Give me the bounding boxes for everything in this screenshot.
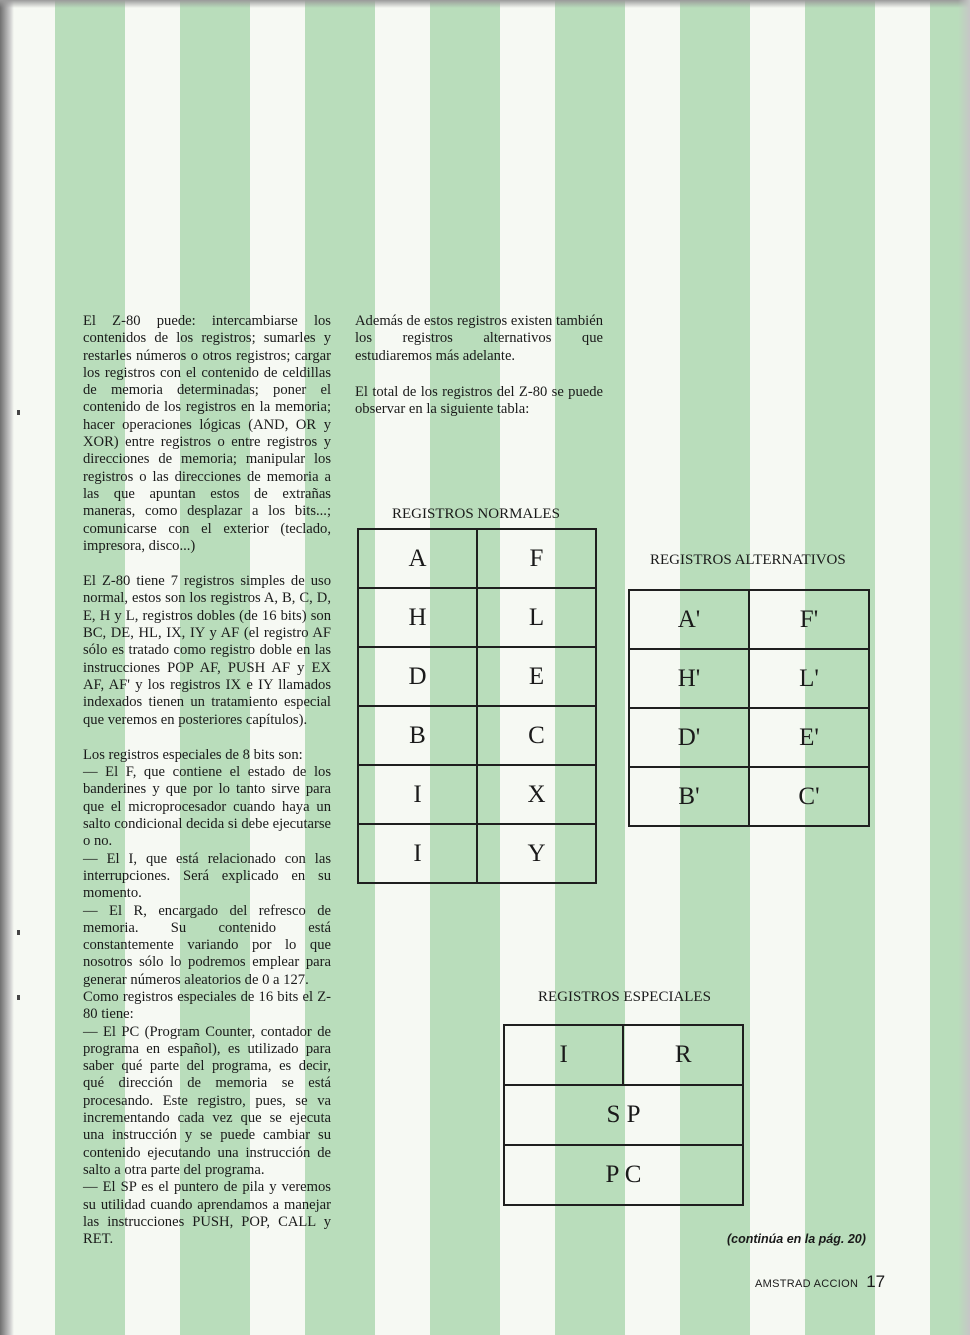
table-row <box>629 590 869 649</box>
table-row <box>504 1025 743 1085</box>
register-cell: D <box>358 647 477 706</box>
binding-mark <box>17 410 20 415</box>
table-row <box>358 706 596 765</box>
register-cell: L' <box>749 649 869 708</box>
register-cell: H' <box>629 649 749 708</box>
register-cell: I <box>358 824 477 883</box>
register-cell: I <box>358 765 477 824</box>
article-right-column <box>355 313 603 418</box>
register-cell: D' <box>629 708 749 767</box>
register-cell: X <box>477 765 596 824</box>
register-cell: C <box>477 706 596 765</box>
article-left-column <box>83 313 331 1248</box>
normal-registers-caption: REGISTROS NORMALES <box>392 506 560 522</box>
continuation-note: (continúa en la pág. 20) <box>727 1232 866 1246</box>
magazine-name: AMSTRAD ACCION <box>755 1278 859 1290</box>
table-row <box>358 765 596 824</box>
table-row <box>358 529 596 588</box>
register-cell: F' <box>749 590 869 649</box>
register-cell: E <box>477 647 596 706</box>
alternative-registers-caption: REGISTROS ALTERNATIVOS <box>650 552 846 568</box>
page-top-edge <box>0 0 970 8</box>
register-cell-sp: S P <box>504 1085 743 1145</box>
register-cell: B' <box>629 767 749 826</box>
special-registers-caption: REGISTROS ESPECIALES <box>538 989 711 1005</box>
paragraph: Como registros especiales de 16 bits el Z-80 tiene: <box>83 988 331 1023</box>
paragraph: El total de los registros del Z-80 se puede observar en la siguiente tabla: <box>355 383 603 418</box>
paragraph: El Z-80 puede: intercambiarse los contenidos de los registros; sumarles y restarles números o otros registros; cargar los registros con el contenido de celdillas de memoria determinadas; poner el contenido de los registros en la memoria; hacer operaciones lógicas (AND, OR y XOR) entre registros o entre registros y direcciones de memoria; manipular los registros o las direcciones de memoria a las que apuntan estos de extrañas maneras, como desplazar a los bits...; comunicarse con el exterior (teclado, impresora, disco...) <box>83 313 331 554</box>
table-row <box>358 647 596 706</box>
register-cell: E' <box>749 708 869 767</box>
page-number: 17 <box>866 1272 886 1291</box>
register-cell-pc: P C <box>504 1145 743 1205</box>
table-row <box>504 1085 743 1145</box>
binding-mark <box>17 930 20 935</box>
register-cell: L <box>477 588 596 647</box>
table-row <box>358 588 596 647</box>
page-spine-shadow <box>0 0 14 1335</box>
special-registers-table <box>503 1024 744 1206</box>
register-cell: C' <box>749 767 869 826</box>
paragraph: — El R, encargado del refresco de memoria. Su contenido está constantemente variando por lo que nosotros sólo lo podremos emplear para generar números aleatorios de 0 a 127. <box>83 902 331 988</box>
binding-mark <box>17 995 20 1000</box>
table-row <box>504 1145 743 1205</box>
paragraph: El Z-80 tiene 7 registros simples de uso normal, estos son los registros A, B, C, D, E, H y L, registros dobles (de 16 bits) son BC, DE, HL, IX, IY y AF (el registro AF sólo es tratado como registro doble en las instrucciones POP AF, PUSH AF y EX AF, AF' y los registros IX e IY llamados indexados tienen un tratamiento especial que veremos en posteriores capítulos). <box>83 573 331 728</box>
paragraph: — El I, que está relacionado con las interrupciones. Será explicado en su momento. <box>83 850 331 902</box>
table-row <box>358 824 596 883</box>
paragraph: Además de estos registros existen también los registros alternativos que estudiaremos más adelante. <box>355 313 603 364</box>
table-row <box>629 649 869 708</box>
alternative-registers-table <box>628 589 870 827</box>
register-cell: F <box>477 529 596 588</box>
paragraph: — El PC (Program Counter, contador de programa en español), es utilizado para saber qué parte del programa, es decir, qué dirección de memoria se está procesando. Este registro, pues, se va incrementando cada vez que se ejecuta una instrucción y se puede cambiar su contenido ejecutando una instrucción de salto a otra parte del programa. <box>83 1023 331 1178</box>
register-cell: A' <box>629 590 749 649</box>
register-cell: H <box>358 588 477 647</box>
register-cell: A <box>358 529 477 588</box>
table-row <box>629 767 869 826</box>
register-cell: B <box>358 706 477 765</box>
page-footer <box>755 1272 885 1292</box>
register-cell: R <box>623 1025 743 1085</box>
paragraph: Los registros especiales de 8 bits son: <box>83 746 303 763</box>
table-row <box>629 708 869 767</box>
page-right-edge <box>958 0 970 1335</box>
register-cell: I <box>504 1025 623 1085</box>
paragraph: — El SP es el puntero de pila y veremos su utilidad cuando aprendamos a manejar las instrucciones PUSH, POP, CALL y RET. <box>83 1179 331 1248</box>
normal-registers-table <box>357 528 597 884</box>
paragraph: — El F, que contiene el estado de los banderines y que por lo tanto sirve para que el microprocesador cuando haya un salto condicional decida si debe ejecutarse o no. <box>83 764 331 850</box>
register-cell: Y <box>477 824 596 883</box>
